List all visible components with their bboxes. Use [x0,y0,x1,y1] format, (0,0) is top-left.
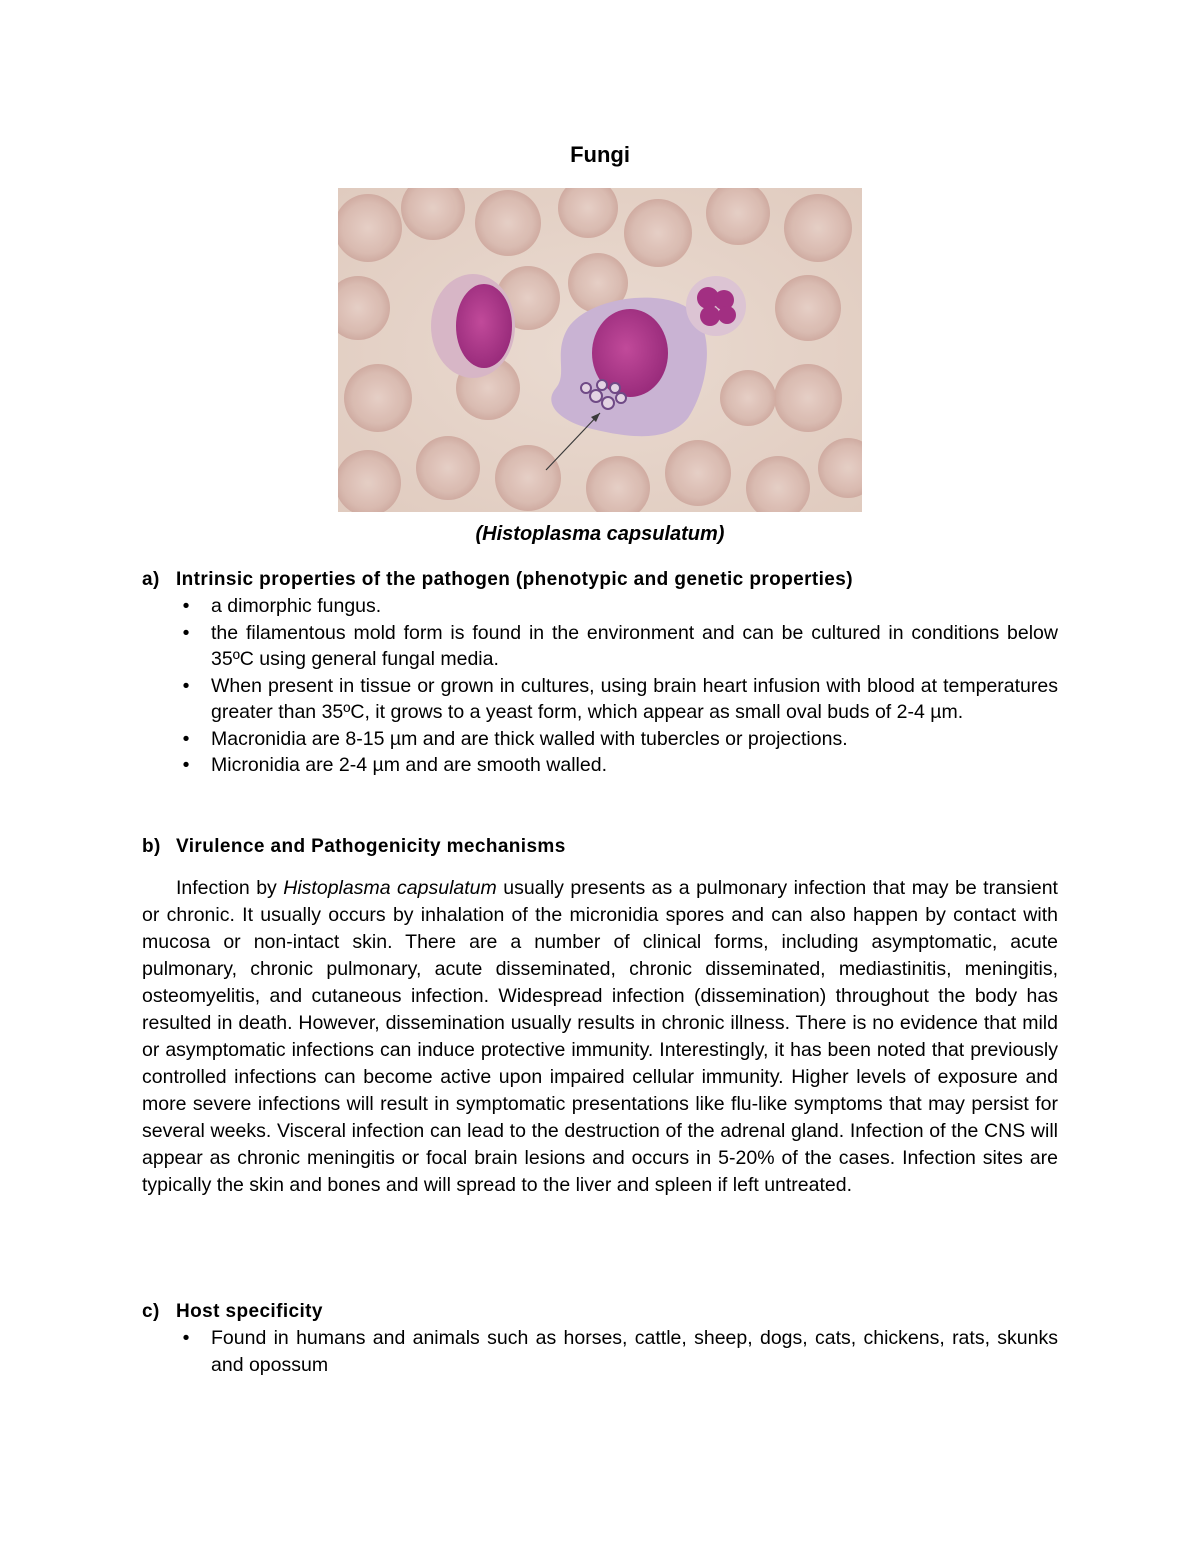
section-c-title: Host specificity [176,1301,323,1322]
section-a-title: Intrinsic properties of the pathogen (phenotypic and genetic properties) [176,569,853,590]
section-c-list [176,1325,1058,1378]
species-name: Histoplasma capsulatum [283,877,497,899]
list-item: • a dimorphic fungus. [176,593,1058,620]
list-item: • Micronidia are 2-4 µm and are smooth walled. [176,752,1058,779]
section-b-letter: b) [142,836,161,857]
section-b-paragraph: Infection by Histoplasma capsulatum usually presents as a pulmonary infection that may be transient or chronic. It usually occurs by inhalation of the micronidia spores and can also happen by contact with mucosa or non-intact skin. There are a number of clinical forms, including asymptomatic, acute pulmonary, chronic pulmonary, acute disseminated, chronic disseminated, mediastinitis, meningitis, osteomyelitis, and cutaneous infection. Widespread infection (dissemination) throughout the body has resulted in death. However, dissemination usually results in chronic illness. There is no evidence that mild or asymptomatic infections can induce protective immunity. Interestingly, it has been noted that previously controlled infections can become active upon impaired cellular immunity. Higher levels of exposure and more severe infections will result in symptomatic presentations like flu-like symptoms that may persist for several weeks. Visceral infection can lead to the destruction of the adrenal gland. Infection of the CNS will appear as chronic meningitis or focal brain lesions and occurs in 5-20% of the cases. Infection sites are typically the skin and bones and will spread to the liver and spleen if left untreated. [142,877,1058,1196]
bullet-icon: • [182,674,190,697]
section-c-letter: c) [142,1301,160,1322]
section-b-heading [142,836,566,858]
bullet-icon: • [182,595,190,617]
section-c-heading [142,1301,323,1323]
section-a-letter: a) [142,569,160,590]
list-item: • the filamentous mold form is found in the environment and can be cultured in conditions below 35ºC using general fungal media. [176,620,1058,673]
histoplasma-micrograph-image [338,188,862,512]
bullet-icon: • [182,621,190,644]
neutrophil-cell [686,276,746,336]
section-b-title: Virulence and Pathogenicity mechanisms [176,836,566,857]
list-item: • When present in tissue or grown in cultures, using brain heart infusion with blood at temperatures greater than 35ºC, it grows to a yeast form, which appear as small oval buds of 2-4 µm. [176,673,1058,726]
section-a-heading [142,569,853,591]
bullet-icon: • [182,754,190,776]
page-title: Fungi [570,142,630,167]
figure-caption: (Histoplasma capsulatum) [475,523,725,545]
section-a-list [176,593,1058,779]
lymphocyte-cell [431,274,515,378]
bullet-icon: • [182,727,190,750]
bullet-icon: • [182,1327,190,1349]
list-item: • Found in humans and animals such as horses, cattle, sheep, dogs, cats, chickens, rats, skunks and opossum [176,1325,1058,1378]
list-item: • Macronidia are 8-15 µm and are thick walled with tubercles or projections. [176,726,1058,753]
